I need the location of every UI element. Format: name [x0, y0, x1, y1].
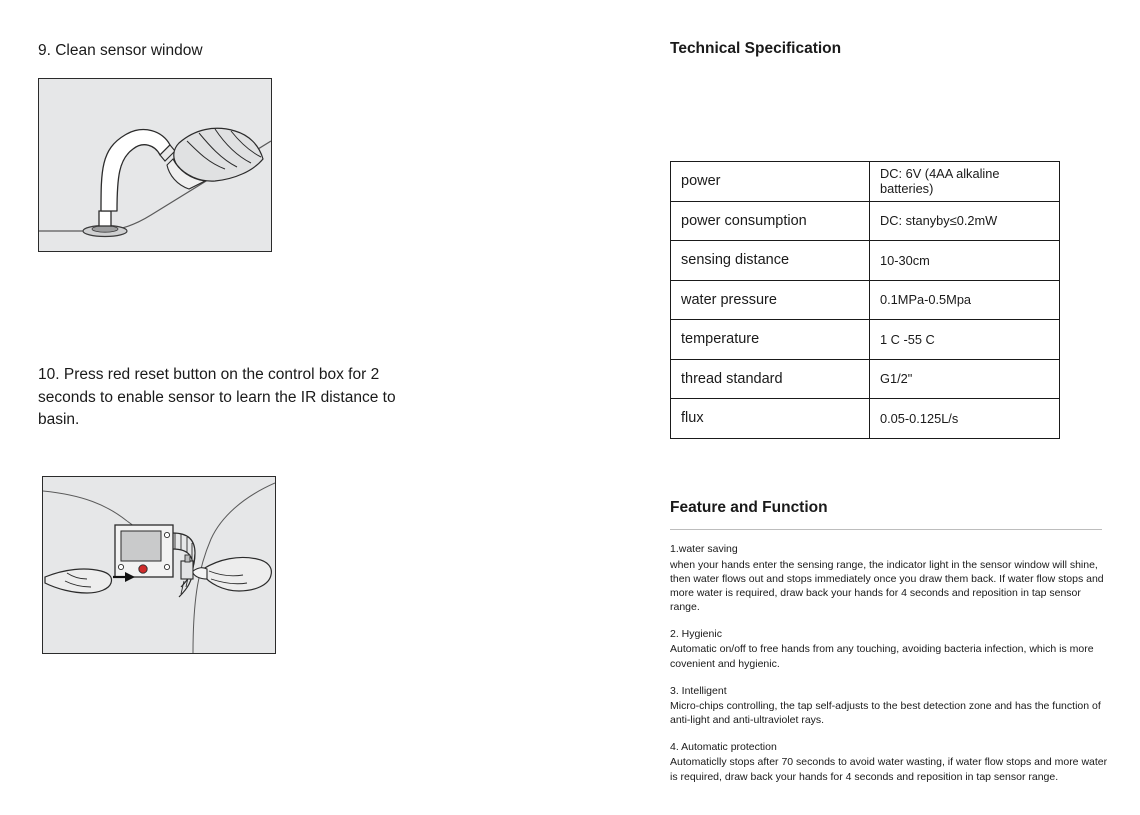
spec-value: 0.05-0.125L/s — [870, 399, 1060, 439]
feature-item — [670, 740, 1112, 784]
table-row — [671, 241, 1060, 281]
spec-value: 0.1MPa-0.5Mpa — [870, 280, 1060, 320]
spec-value: DC: 6V (4AA alkaline batteries) — [870, 162, 1060, 202]
spec-key: temperature — [671, 320, 870, 360]
table-row — [671, 320, 1060, 360]
section-divider — [670, 529, 1102, 530]
technical-specification-title: Technical Specification — [670, 40, 842, 57]
spec-key: water pressure — [671, 280, 870, 320]
figure-clean-sensor-window — [38, 78, 272, 252]
feature-and-function-title: Feature and Function — [670, 498, 828, 516]
spec-key: power — [671, 162, 870, 202]
step-9-instruction: 9. Clean sensor window — [38, 42, 203, 59]
feature-body: Automatic on/off to free hands from any touching, avoiding bacteria infection, which is more covenient and hygienic. — [670, 643, 1094, 670]
figure-control-box-reset — [42, 476, 276, 654]
feature-item — [670, 627, 1112, 671]
left-column — [38, 40, 598, 654]
spec-key: thread standard — [671, 359, 870, 399]
spec-value: 10-30cm — [870, 241, 1060, 281]
right-column — [670, 40, 1108, 797]
feature-item — [670, 542, 1112, 614]
spec-value: 1 C -55 C — [870, 320, 1060, 360]
feature-body: when your hands enter the sensing range, the indicator light in the sensor window will shine, then water flows out and stops immediately once you draw them back. If water flow stops and more water is required, draw back your hands for 4 seconds and reposition in tap sensor range. — [670, 558, 1104, 614]
spec-key: flux — [671, 399, 870, 439]
table-row — [671, 280, 1060, 320]
spec-key: sensing distance — [671, 241, 870, 281]
spec-value: DC: stanyby≤0.2mW — [870, 201, 1060, 241]
step-10-instruction: 10. Press red reset button on the control box for 2 seconds to enable sensor to learn the IR distance to basin. — [38, 366, 396, 429]
table-row — [671, 162, 1060, 202]
feature-heading: 1.water saving — [670, 543, 738, 556]
feature-heading: 2. Hygienic — [670, 628, 722, 641]
feature-body: Automaticlly stops after 70 seconds to avoid water wasting, if water flow stops and more water is required, draw back your hands for 4 seconds and reposition in tap sensor range. — [670, 756, 1108, 783]
table-row — [671, 201, 1060, 241]
feature-item — [670, 684, 1112, 728]
step-10-block — [38, 364, 598, 653]
feature-heading: 3. Intelligent — [670, 684, 727, 697]
technical-specification-table — [670, 161, 1060, 439]
feature-body: Micro-chips controlling, the tap self-adjusts to the best detection zone and has the function of anti-light and anti-ultraviolet rays. — [670, 699, 1101, 727]
spec-key: power consumption — [671, 201, 870, 241]
feature-heading: 4. Automatic protection — [670, 741, 777, 754]
table-row — [671, 359, 1060, 399]
table-row — [671, 399, 1060, 439]
spec-value: G1/2" — [870, 359, 1060, 399]
